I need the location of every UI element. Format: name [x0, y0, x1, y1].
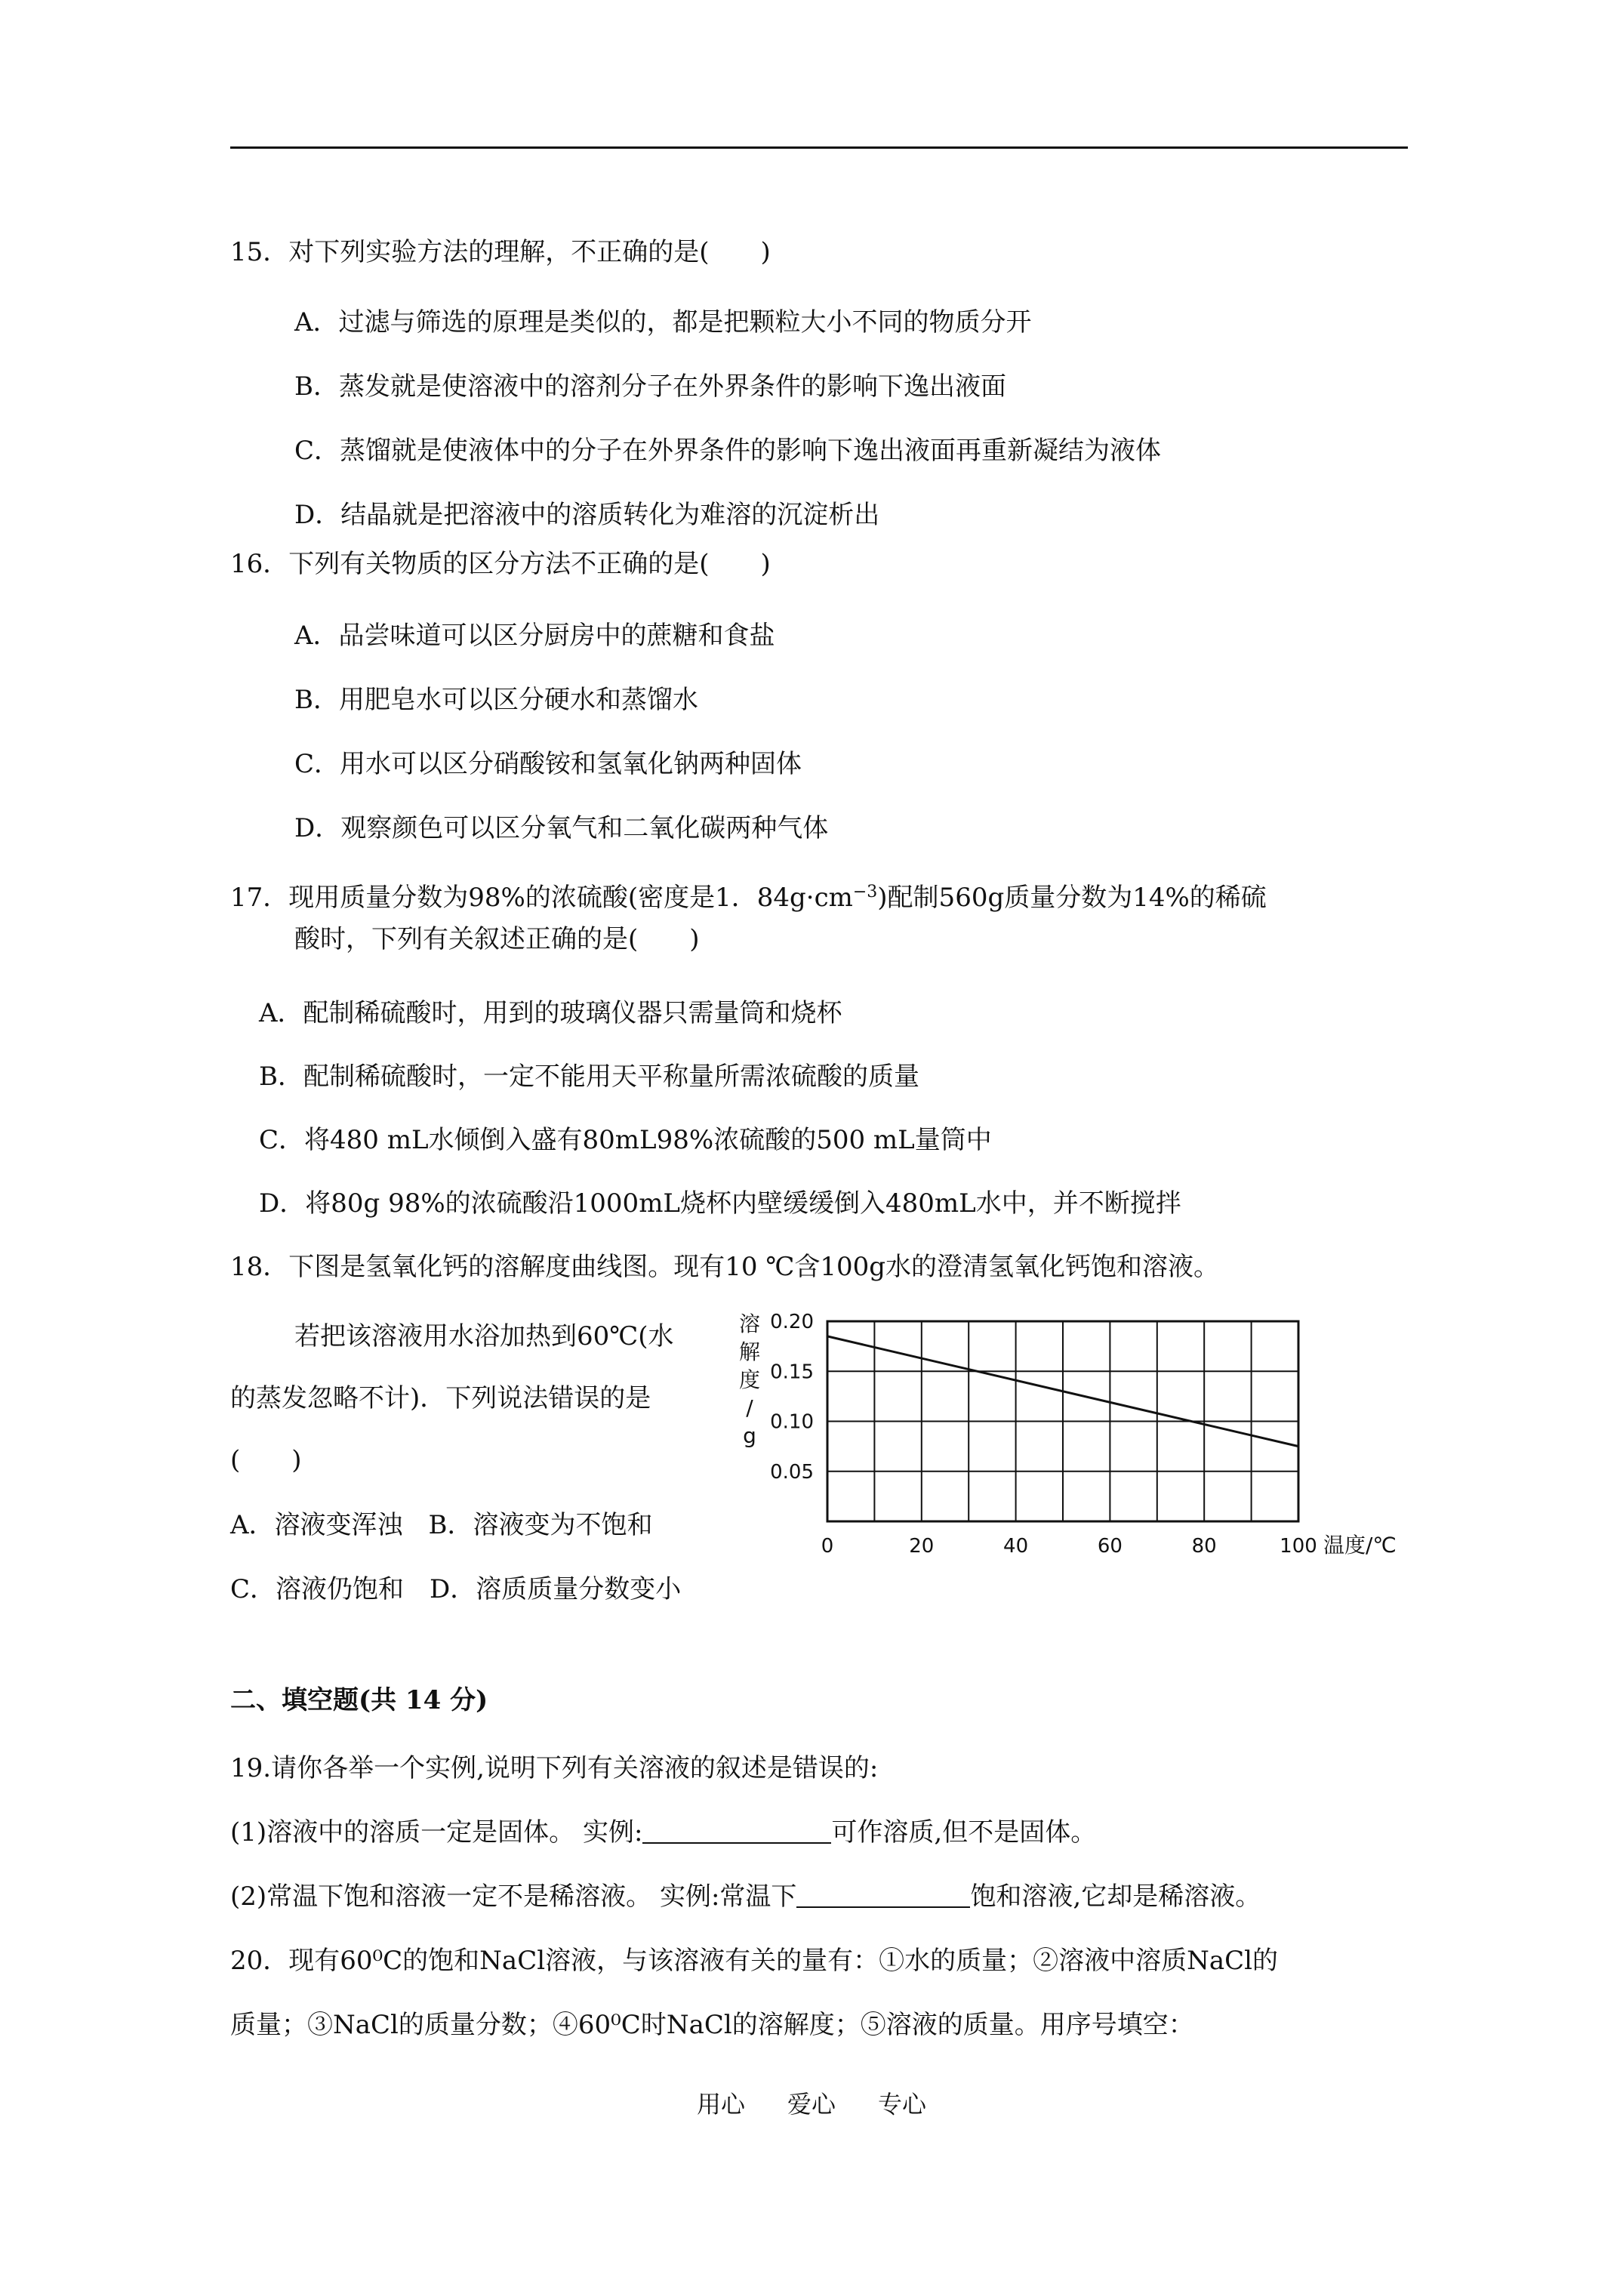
q17-stem-sup: −3: [852, 883, 878, 901]
q16-option-a: A．品尝味道可以区分厨房中的蔗糖和食盐: [294, 621, 775, 651]
chart-xtick-label: 20: [909, 1535, 935, 1558]
q17-stem-pre: 17．现用质量分数为98%的浓硫酸(密度是1．84g·cm: [230, 883, 853, 913]
q15-option-b: B．蒸发就是使溶液中的溶剂分子在外界条件的影响下逸出液面: [294, 371, 1006, 402]
chart-ytick-label: 0.05: [770, 1460, 814, 1484]
chart-ylabel-char: g: [743, 1423, 756, 1448]
chart-xtick-label: 60: [1097, 1535, 1123, 1558]
chart-ytick-label: 0.10: [770, 1410, 814, 1434]
chart-xticks: [821, 1535, 1317, 1558]
chart-xlabel: 温度/℃: [1323, 1533, 1397, 1558]
section2-title: 二、填空题(共 14 分): [230, 1685, 488, 1715]
chart-yticks: [770, 1311, 814, 1484]
q18-options-cd: C．溶液仍饱和 D．溶质质量分数变小: [230, 1574, 682, 1604]
q19-blank-2[interactable]: [796, 1884, 970, 1908]
header-rule: [230, 146, 1408, 149]
q17-option-b: B．配制稀硫酸时，一定不能用天平称量所需浓硫酸的质量: [259, 1062, 919, 1092]
q17-stem: [230, 876, 1267, 914]
chart-xtick-label: 80: [1191, 1535, 1217, 1558]
q19-part2: [230, 1880, 1261, 1913]
q19-part1-post: 可作溶质,但不是固体。: [831, 1817, 1097, 1848]
solubility-chart: [728, 1308, 1423, 1573]
q16-option-c: C．用水可以区分硝酸铵和氢氧化钠两种固体: [294, 749, 802, 779]
footer-word-1: 用心: [696, 2090, 745, 2119]
q15-option-d: D．结晶就是把溶液中的溶质转化为难溶的沉淀析出: [294, 500, 880, 530]
chart-xtick-label: 40: [1003, 1535, 1029, 1558]
footer-word-3: 专心: [878, 2090, 927, 2119]
q18-stem: 18．下图是氢氧化钙的溶解度曲线图。现有10 ℃含100g水的澄清氢氧化钙饱和溶液。: [230, 1252, 1220, 1282]
q16-stem: 16．下列有关物质的区分方法不正确的是( ): [230, 549, 771, 579]
chart-xtick-label: 0: [821, 1535, 834, 1558]
q19-blank-1[interactable]: [642, 1820, 831, 1844]
chart-ylabel-char: 解: [738, 1339, 761, 1364]
chart-xtick-label: 100: [1280, 1535, 1317, 1558]
chart-ylabel-char: /: [746, 1395, 753, 1420]
chart-ylabel-char: 溶: [738, 1311, 761, 1336]
q19-stem: 19.请你各举一个实例,说明下列有关溶液的叙述是错误的:: [230, 1753, 879, 1783]
q15-option-a: A．过滤与筛选的原理是类似的，都是把颗粒大小不同的物质分开: [294, 307, 1032, 337]
q19-part1: [230, 1816, 1096, 1849]
q16-option-b: B．用肥皂水可以区分硬水和蒸馏水: [294, 685, 698, 715]
q17-stem-cont: 酸时，下列有关叙述正确的是( ): [294, 924, 700, 954]
q18-text-line1: 若把该溶液用水浴加热到60℃(水: [294, 1321, 674, 1351]
q19-part2-post: 饱和溶液,它却是稀溶液。: [970, 1881, 1261, 1912]
chart-ytick-label: 0.15: [770, 1361, 814, 1384]
q16-option-d: D．观察颜色可以区分氧气和二氧化碳两种气体: [294, 813, 829, 843]
q18-options-ab: A．溶液变浑浊 B．溶液变为不饱和: [230, 1510, 653, 1540]
q17-option-a: A．配制稀硫酸时，用到的玻璃仪器只需量筒和烧杯: [259, 998, 842, 1028]
chart-ytick-label: 0.20: [770, 1311, 814, 1333]
footer-word-2: 爱心: [787, 2090, 836, 2119]
q15-stem: 15．对下列实验方法的理解，不正确的是( ): [230, 237, 771, 267]
chart-ylabel: [739, 1311, 760, 1448]
q18-text-line2: 的蒸发忽略不计)．下列说法错误的是: [230, 1383, 651, 1413]
q17-stem-post: )配制560g质量分数为14%的稀硫: [877, 883, 1267, 913]
page-footer: [0, 2085, 1623, 2120]
q17-option-c: C．将480 mL水倾倒入盛有80mL98%浓硫酸的500 mL量筒中: [259, 1125, 992, 1155]
q20-line1: 20．现有60⁰C的饱和NaCl溶液，与该溶液有关的量有：①水的质量；②溶液中溶质NaCl的: [230, 1946, 1278, 1976]
q17-option-d: D．将80g 98%的浓硫酸沿1000mL烧杯内壁缓缓倒入480mL水中，并不断搅拌: [259, 1188, 1181, 1219]
q19-part1-pre: (1)溶液中的溶质一定是固体。 实例:: [230, 1817, 643, 1848]
q15-option-c: C．蒸馏就是使液体中的分子在外界条件的影响下逸出液面再重新凝结为液体: [294, 436, 1162, 466]
q20-line2: 质量；③NaCl的质量分数；④60⁰C时NaCl的溶解度；⑤溶液的质量。用序号填空：: [230, 2010, 1194, 2040]
chart-grid: [827, 1321, 1298, 1521]
q19-part2-pre: (2)常温下饱和溶液一定不是稀溶液。 实例:常温下: [230, 1881, 797, 1912]
q18-text-line3: ( ): [230, 1445, 302, 1475]
chart-ylabel-char: 度: [738, 1367, 761, 1392]
